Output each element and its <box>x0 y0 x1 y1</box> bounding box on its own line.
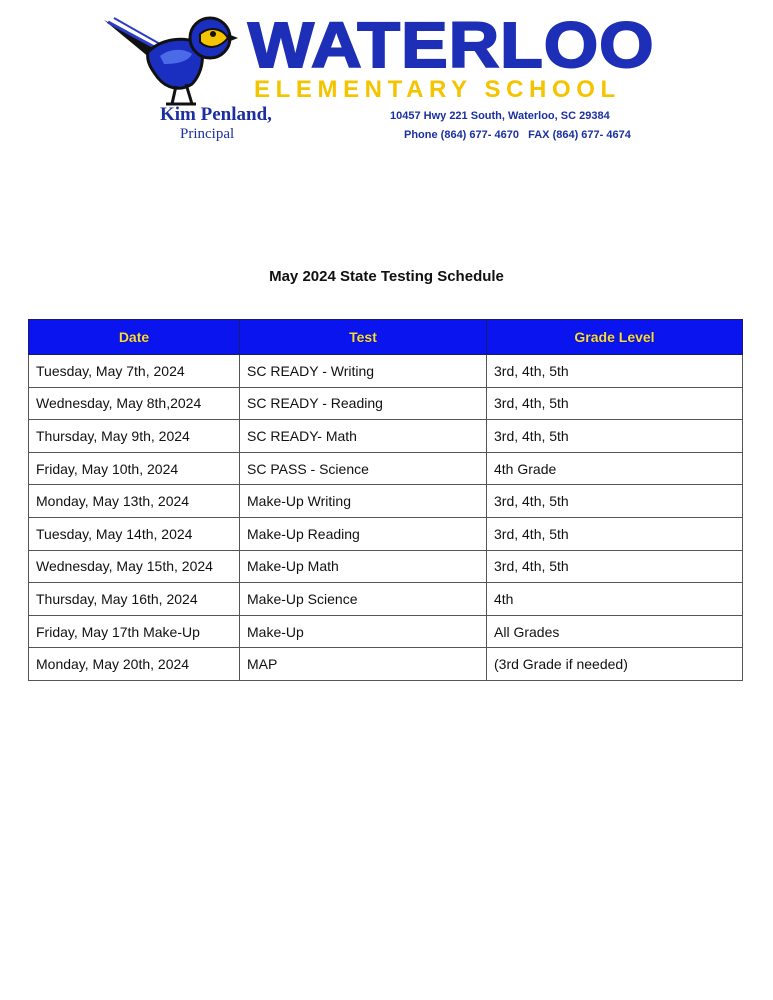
table-row <box>29 550 743 583</box>
cell-test: Make-Up Math <box>240 550 487 583</box>
cell-date: Wednesday, May 15th, 2024 <box>29 550 240 583</box>
cell-date: Thursday, May 9th, 2024 <box>29 420 240 453</box>
column-header-date: Date <box>29 320 240 355</box>
page-title: May 2024 State Testing Schedule <box>269 268 504 285</box>
column-header-test: Test <box>240 320 487 355</box>
cell-test: MAP <box>240 648 487 681</box>
cell-grade-level: 3rd, 4th, 5th <box>487 420 743 453</box>
cell-grade-level: (3rd Grade if needed) <box>487 648 743 681</box>
cell-grade-level: 3rd, 4th, 5th <box>487 355 743 388</box>
bluebird-logo-icon <box>100 12 240 108</box>
cell-test: SC READY - Writing <box>240 355 487 388</box>
cell-grade-level: All Grades <box>487 615 743 648</box>
principal-title: Principal <box>180 126 235 142</box>
table-row <box>29 420 743 453</box>
cell-test: Make-Up Writing <box>240 485 487 518</box>
testing-schedule-table <box>28 319 743 681</box>
cell-grade-level: 3rd, 4th, 5th <box>487 550 743 583</box>
table-row <box>29 648 743 681</box>
table-row <box>29 485 743 518</box>
cell-test: SC PASS - Science <box>240 452 487 485</box>
table-row <box>29 452 743 485</box>
cell-grade-level: 3rd, 4th, 5th <box>487 517 743 550</box>
cell-grade-level: 3rd, 4th, 5th <box>487 485 743 518</box>
letterhead <box>0 0 773 160</box>
cell-test: SC READY - Reading <box>240 387 487 420</box>
table-row <box>29 615 743 648</box>
cell-grade-level: 3rd, 4th, 5th <box>487 387 743 420</box>
cell-test: Make-Up <box>240 615 487 648</box>
cell-date: Friday, May 17th Make-Up <box>29 615 240 648</box>
school-address: 10457 Hwy 221 South, Waterloo, SC 29384 <box>390 110 610 122</box>
table-row <box>29 387 743 420</box>
school-subtitle: ELEMENTARY SCHOOL <box>254 76 621 103</box>
cell-test: Make-Up Science <box>240 583 487 616</box>
table-row <box>29 583 743 616</box>
cell-grade-level: 4th Grade <box>487 452 743 485</box>
cell-date: Monday, May 13th, 2024 <box>29 485 240 518</box>
cell-date: Tuesday, May 14th, 2024 <box>29 517 240 550</box>
table-row <box>29 355 743 388</box>
column-header-grade-level: Grade Level <box>487 320 743 355</box>
cell-date: Thursday, May 16th, 2024 <box>29 583 240 616</box>
cell-date: Monday, May 20th, 2024 <box>29 648 240 681</box>
cell-date: Friday, May 10th, 2024 <box>29 452 240 485</box>
cell-date: Wednesday, May 8th,2024 <box>29 387 240 420</box>
school-name: WATERLOO <box>248 9 655 81</box>
cell-grade-level: 4th <box>487 583 743 616</box>
cell-test: SC READY- Math <box>240 420 487 453</box>
cell-date: Tuesday, May 7th, 2024 <box>29 355 240 388</box>
table-header-row <box>29 320 743 355</box>
principal-name: Kim Penland, <box>160 104 272 125</box>
table-row <box>29 517 743 550</box>
cell-test: Make-Up Reading <box>240 517 487 550</box>
phone-fax-line: Phone (864) 677- 4670 FAX (864) 677- 4674 <box>404 129 631 141</box>
